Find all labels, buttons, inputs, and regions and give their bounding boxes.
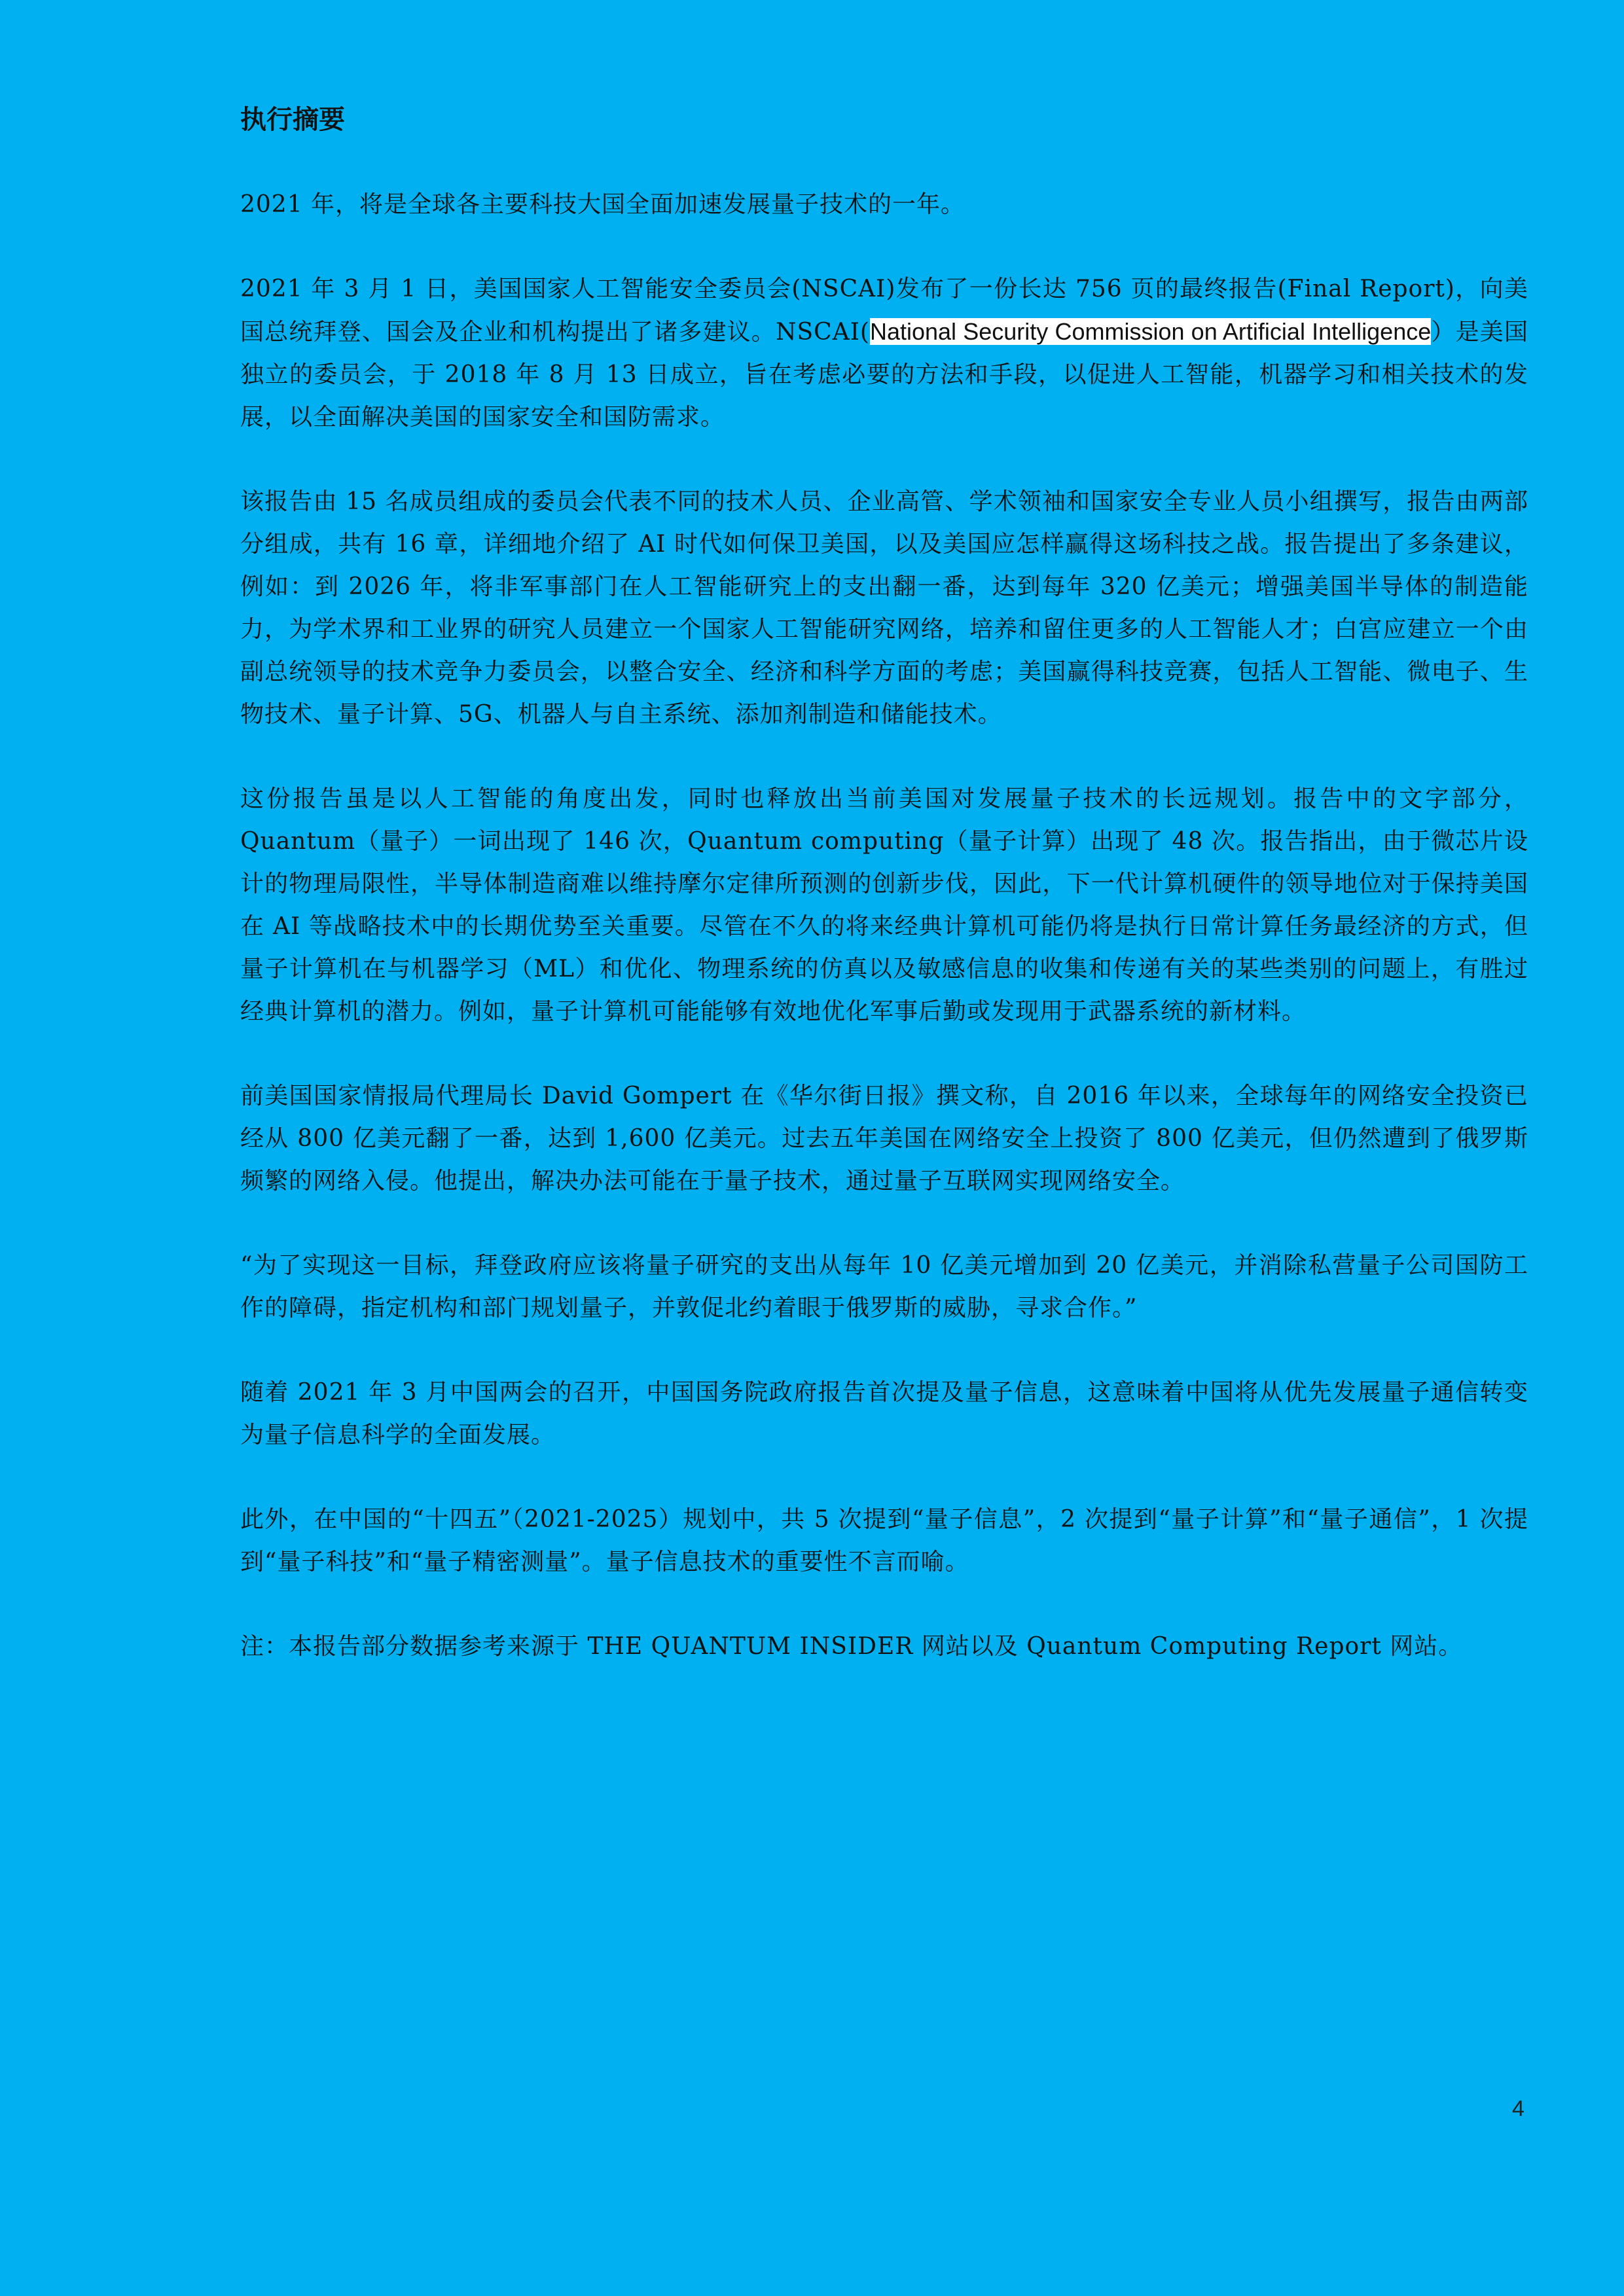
page-number: 4 xyxy=(1512,2096,1525,2121)
paragraph-nscai xyxy=(240,268,1528,439)
document-body xyxy=(240,98,1528,1710)
paragraph-nscai-text-before: 2021 年 3 月 1 日，美国国家人工智能安全委员会(NSCAI)发布了一份长达 756 页的最终报告(Final Report)，向美国总统拜登、国会及企业和机构提出了诸多建议。NSCAI( xyxy=(240,276,1528,346)
highlighted-nscai-full-name: National Security Commission on Artificial Intelligence xyxy=(869,318,1432,345)
paragraph-china-report: 随着 2021 年 3 月中国两会的召开，中国国务院政府报告首次提及量子信息，这意味着中国将从优先发展量子通信转变为量子信息科学的全面发展。 xyxy=(240,1379,1528,1448)
paragraph-quote: “为了实现这一目标，拜登政府应该将量子研究的支出从每年 10 亿美元增加到 20 亿美元，并消除私营量子公司国防工作的障碍，指定机构和部门规划量子，并敦促北约着眼于俄罗斯的威胁，寻求合作。” xyxy=(240,1252,1528,1321)
paragraph-cybersecurity: 前美国国家情报局代理局长 David Gompert 在《华尔街日报》撰文称，自 2016 年以来，全球每年的网络安全投资已经从 800 亿美元翻了一番，达到 1,600 亿美元。过去五年美国在网络安全上投资了 800 亿美元，但仍然遭到了俄罗斯频繁的网络入侵。他提出，解决办法可能在于量子技术，通过量子互联网实现网络安全。 xyxy=(240,1083,1528,1194)
paragraph-source-note: 注：本报告部分数据参考来源于 THE QUANTUM INSIDER 网站以及 Quantum Computing Report 网站。 xyxy=(240,1633,1463,1660)
section-heading: 执行摘要 xyxy=(240,105,345,135)
paragraph-quantum-mentions: 这份报告虽是以人工智能的角度出发，同时也释放出当前美国对发展量子技术的长远规划。报告中的文字部分，Quantum（量子）一词出现了 146 次，Quantum computing（量子计算）出现了 48 次。报告指出，由于微芯片设计的物理局限性，半导体制造商难以维持摩尔定律所预测的创新步伐，因此，下一代计算机硬件的领导地位对于保持美国在 AI 等战略技术中的长期优势至关重要。尽管在不久的将来经典计算机可能仍将是执行日常计算任务最经济的方式，但量子计算机在与机器学习（ML）和优化、物理系统的仿真以及敏感信息的收集和传递有关的某些类别的问题上，有胜过经典计算机的潜力。例如，量子计算机可能能够有效地优化军事后勤或发现用于武器系统的新材料。 xyxy=(240,785,1528,1025)
paragraph-five-year-plan: 此外，在中国的“十四五”（2021-2025）规划中，共 5 次提到“量子信息”，2 次提到“量子计算”和“量子通信”，1 次提到“量子科技”和“量子精密测量”。量子信息技术的重要性不言而喻。 xyxy=(240,1506,1528,1575)
paragraph-intro: 2021 年，将是全球各主要科技大国全面加速发展量子技术的一年。 xyxy=(240,191,965,218)
paragraph-nscai-text-after: ）是美国独立的委员会，于 2018 年 8 月 13 日成立，旨在考虑必要的方法和手段，以促进人工智能，机器学习和相关技术的发展，以全面解决美国的国家安全和国防需求。 xyxy=(240,319,1528,431)
paragraph-report-structure: 该报告由 15 名成员组成的委员会代表不同的技术人员、企业高管、学术领袖和国家安全专业人员小组撰写，报告由两部分组成，共有 16 章，详细地介绍了 AI 时代如何保卫美国，以及美国应怎样赢得这场科技之战。报告提出了多条建议，例如：到 2026 年，将非军事部门在人工智能研究上的支出翻一番，达到每年 320 亿美元；增强美国半导体的制造能力，为学术界和工业界的研究人员建立一个国家人工智能研究网络，培养和留住更多的人工智能人才；白宫应建立一个由副总统领导的技术竞争力委员会，以整合安全、经济和科学方面的考虑；美国赢得科技竞赛，包括人工智能、微电子、生物技术、量子计算、5G、机器人与自主系统、添加剂制造和储能技术。 xyxy=(240,488,1528,728)
